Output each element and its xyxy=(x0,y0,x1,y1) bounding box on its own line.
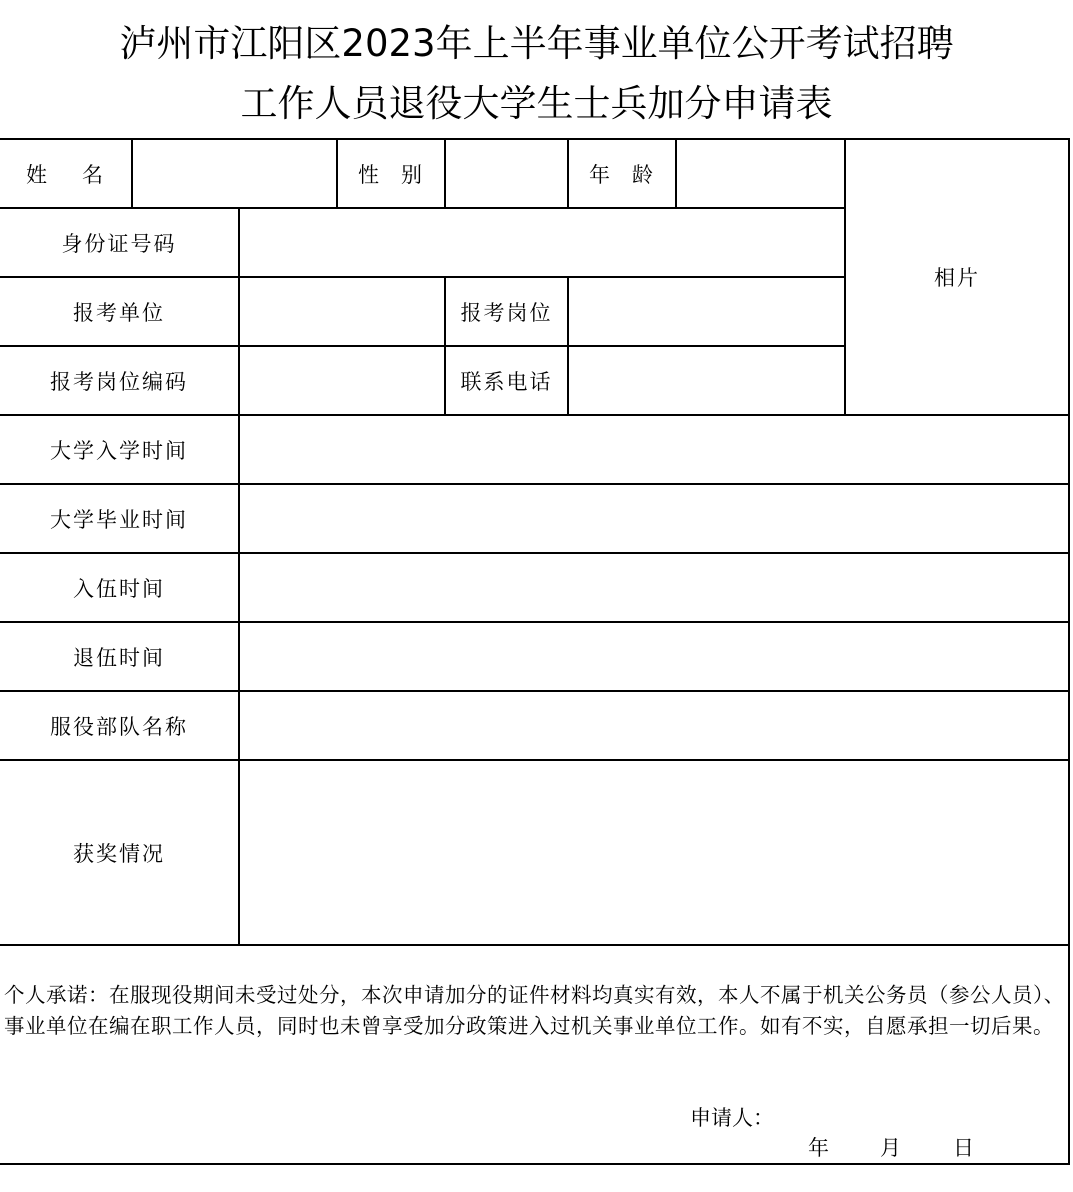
photo-label: 相片 xyxy=(934,266,980,290)
unit-field[interactable] xyxy=(240,278,444,345)
phone-label: 联系电话 xyxy=(460,369,553,394)
name-field[interactable] xyxy=(133,140,336,207)
position-field[interactable] xyxy=(569,278,844,345)
form-title-line-1: 泸州市江阳区2023年上半年事业单位公开考试招聘 xyxy=(119,22,954,65)
applicant-signature-label: 申请人： xyxy=(690,1106,774,1130)
gender-label-char-1: 性 xyxy=(358,162,381,187)
gender-label xyxy=(338,140,444,207)
phone-field[interactable] xyxy=(569,347,844,414)
awards-label: 获奖情况 xyxy=(73,841,165,866)
unit-name-field[interactable] xyxy=(240,692,1068,759)
photo-box[interactable] xyxy=(846,140,1068,414)
age-field[interactable] xyxy=(677,140,844,207)
id-number-field[interactable] xyxy=(240,209,844,276)
personal-pledge-text: 个人承诺：在服现役期间未受过处分，本次申请加分的证件材料均真实有效，本人不属于机关公务员（参公人员）、事业单位在编在职工作人员，同时也未曾享受加分政策进入过机关事业单位工作。如有不实，自愿承担一切后果。 xyxy=(4,983,1065,1038)
date-year-label: 年 xyxy=(808,1136,829,1160)
age-label-char-2: 龄 xyxy=(632,162,655,187)
name-label xyxy=(0,140,131,207)
id-number-label: 身份证号码 xyxy=(61,231,177,256)
form-title-line-2: 工作人员退役大学生士兵加分申请表 xyxy=(240,82,833,125)
date-day-label: 日 xyxy=(953,1136,974,1160)
gender-field[interactable] xyxy=(446,140,567,207)
table-border-bottom xyxy=(0,1163,1070,1165)
enlist-time-label: 入伍时间 xyxy=(73,576,165,601)
age-label-char-1: 年 xyxy=(589,162,612,187)
enlist-time-field[interactable] xyxy=(240,554,1068,621)
unit-label: 报考单位 xyxy=(73,300,165,325)
graduate-time-label: 大学毕业时间 xyxy=(50,507,188,532)
awards-field[interactable] xyxy=(240,761,1068,944)
age-label xyxy=(569,140,675,207)
row-line xyxy=(0,944,1070,946)
discharge-time-field[interactable] xyxy=(240,623,1068,690)
position-label: 报考岗位 xyxy=(460,300,553,325)
date-month-label: 月 xyxy=(880,1136,901,1160)
name-label-char-1: 姓 xyxy=(26,162,49,187)
position-code-label: 报考岗位编码 xyxy=(50,369,188,394)
table-border-right xyxy=(1068,138,1070,1165)
position-code-field[interactable] xyxy=(240,347,444,414)
unit-name-label: 服役部队名称 xyxy=(50,714,188,739)
enroll-time-field[interactable] xyxy=(240,416,1068,483)
discharge-time-label: 退伍时间 xyxy=(73,645,165,670)
gender-label-char-2: 别 xyxy=(401,162,424,187)
graduate-time-field[interactable] xyxy=(240,485,1068,552)
name-label-char-2: 名 xyxy=(82,162,105,187)
enroll-time-label: 大学入学时间 xyxy=(50,438,188,463)
